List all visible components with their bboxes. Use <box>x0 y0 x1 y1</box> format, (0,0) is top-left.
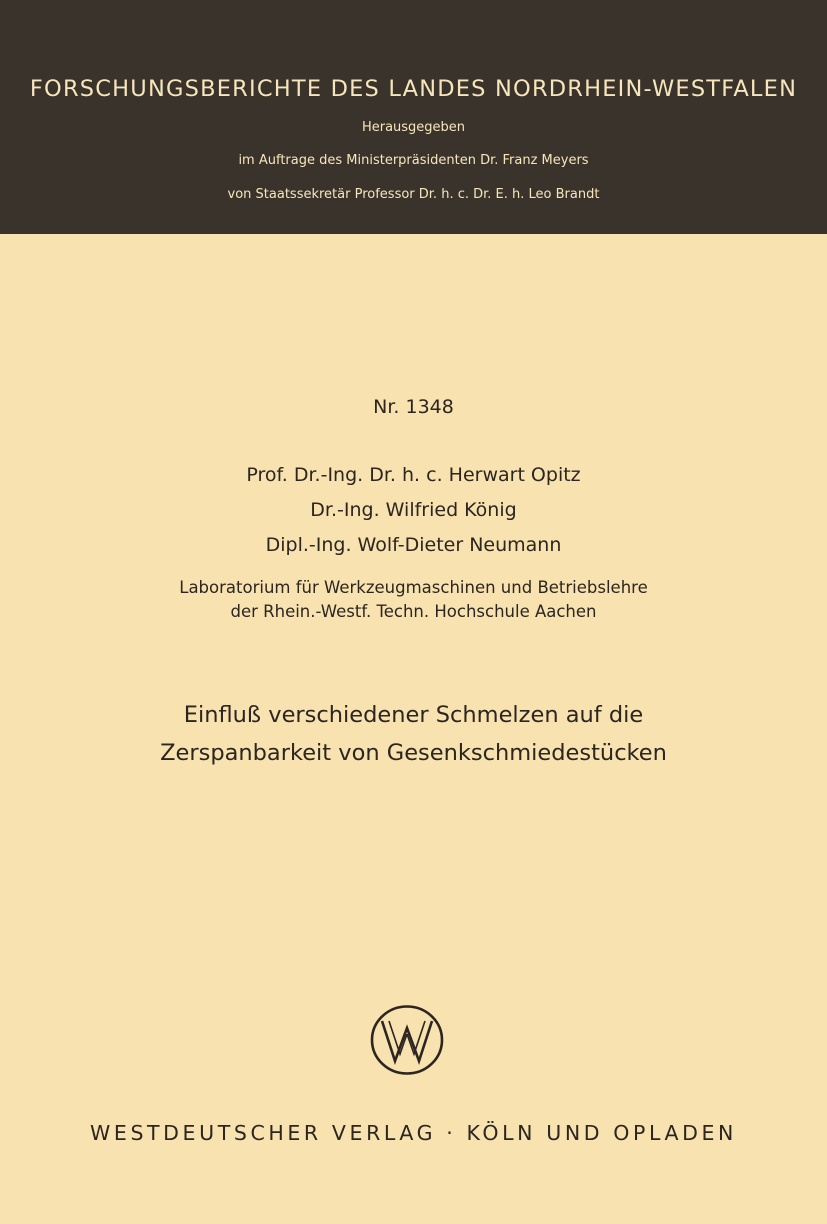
title-line-2: Zerspanbarkeit von Gesenkschmiedestücken <box>160 740 667 766</box>
title-line-1: Einfluß verschiedener Schmelzen auf die <box>183 702 644 728</box>
report-number: Nr. 1348 <box>373 396 454 418</box>
institution-line-2: der Rhein.-Westf. Techn. Hochschule Aachen <box>230 602 597 621</box>
editor-line-3: von Staatssekretär Professor Dr. h. c. Dr. E. h. Leo Brandt <box>227 187 600 202</box>
series-title: FORSCHUNGSBERICHTE DES LANDES NORDRHEIN-WESTFALEN <box>29 76 798 102</box>
series-header <box>0 0 827 234</box>
editor-line-2: im Auftrage des Ministerpräsidenten Dr. Franz Meyers <box>238 153 589 168</box>
publisher: WESTDEUTSCHER VERLAG · KÖLN UND OPLADEN <box>90 1121 737 1145</box>
author-2: Dr.-Ing. Wilfried König <box>310 499 517 521</box>
institution-line-1: Laboratorium für Werkzeugmaschinen und Betriebslehre <box>179 578 648 597</box>
author-1: Prof. Dr.-Ing. Dr. h. c. Herwart Opitz <box>246 464 581 486</box>
publisher-logo-icon <box>369 1004 445 1076</box>
author-3: Dipl.-Ing. Wolf-Dieter Neumann <box>265 534 562 556</box>
editor-line-1: Herausgegeben <box>361 120 466 135</box>
